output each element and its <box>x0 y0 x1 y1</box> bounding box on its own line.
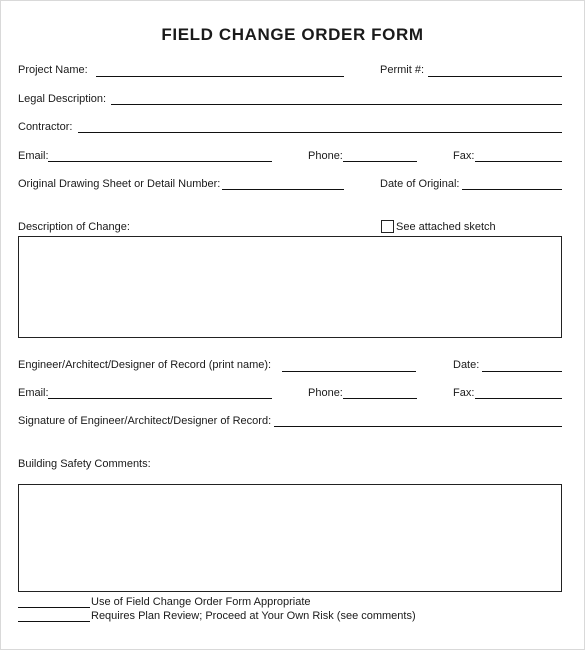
comments-label: Building Safety Comments: <box>18 458 151 470</box>
engineer-fax-label: Fax: <box>453 387 475 399</box>
option1-field[interactable] <box>18 607 90 608</box>
drawing-sheet-label: Original Drawing Sheet or Detail Number: <box>18 178 221 190</box>
email-field[interactable] <box>48 161 272 162</box>
description-label: Description of Change: <box>18 221 130 233</box>
engineer-email-field[interactable] <box>48 398 272 399</box>
option2-label: Requires Plan Review; Proceed at Your Own Risk (see comments) <box>91 610 416 622</box>
date-of-original-field[interactable] <box>462 189 562 190</box>
engineer-phone-field[interactable] <box>343 398 417 399</box>
fax-label: Fax: <box>453 150 475 162</box>
see-sketch-label: See attached sketch <box>396 221 496 233</box>
option2-field[interactable] <box>18 621 90 622</box>
engineer-fax-field[interactable] <box>475 398 562 399</box>
phone-label: Phone: <box>308 150 343 162</box>
engineer-phone-label: Phone: <box>308 387 343 399</box>
legal-description-label: Legal Description: <box>18 93 107 105</box>
contractor-field[interactable] <box>78 132 562 133</box>
permit-field[interactable] <box>428 76 562 77</box>
permit-label: Permit #: <box>380 64 425 76</box>
phone-field[interactable] <box>343 161 417 162</box>
option1-label: Use of Field Change Order Form Appropriate <box>91 596 311 608</box>
see-sketch-checkbox[interactable] <box>381 220 394 233</box>
email-label: Email: <box>18 150 49 162</box>
description-box[interactable] <box>18 236 562 338</box>
engineer-name-field[interactable] <box>282 371 416 372</box>
drawing-sheet-field[interactable] <box>222 189 344 190</box>
engineer-email-label: Email: <box>18 387 49 399</box>
project-name-label: Project Name: <box>18 64 88 76</box>
form-title: FIELD CHANGE ORDER FORM <box>161 25 424 44</box>
signature-label: Signature of Engineer/Architect/Designer of Record: <box>18 415 272 427</box>
comments-box[interactable] <box>18 484 562 592</box>
contractor-label: Contractor: <box>18 121 73 133</box>
signature-field[interactable] <box>274 426 562 427</box>
project-name-field[interactable] <box>96 76 344 77</box>
date-field[interactable] <box>482 371 562 372</box>
date-of-original-label: Date of Original: <box>380 178 460 190</box>
engineer-label: Engineer/Architect/Designer of Record (print name): <box>18 359 272 371</box>
date-label: Date: <box>453 359 480 371</box>
legal-description-field[interactable] <box>111 104 562 105</box>
fax-field[interactable] <box>475 161 562 162</box>
